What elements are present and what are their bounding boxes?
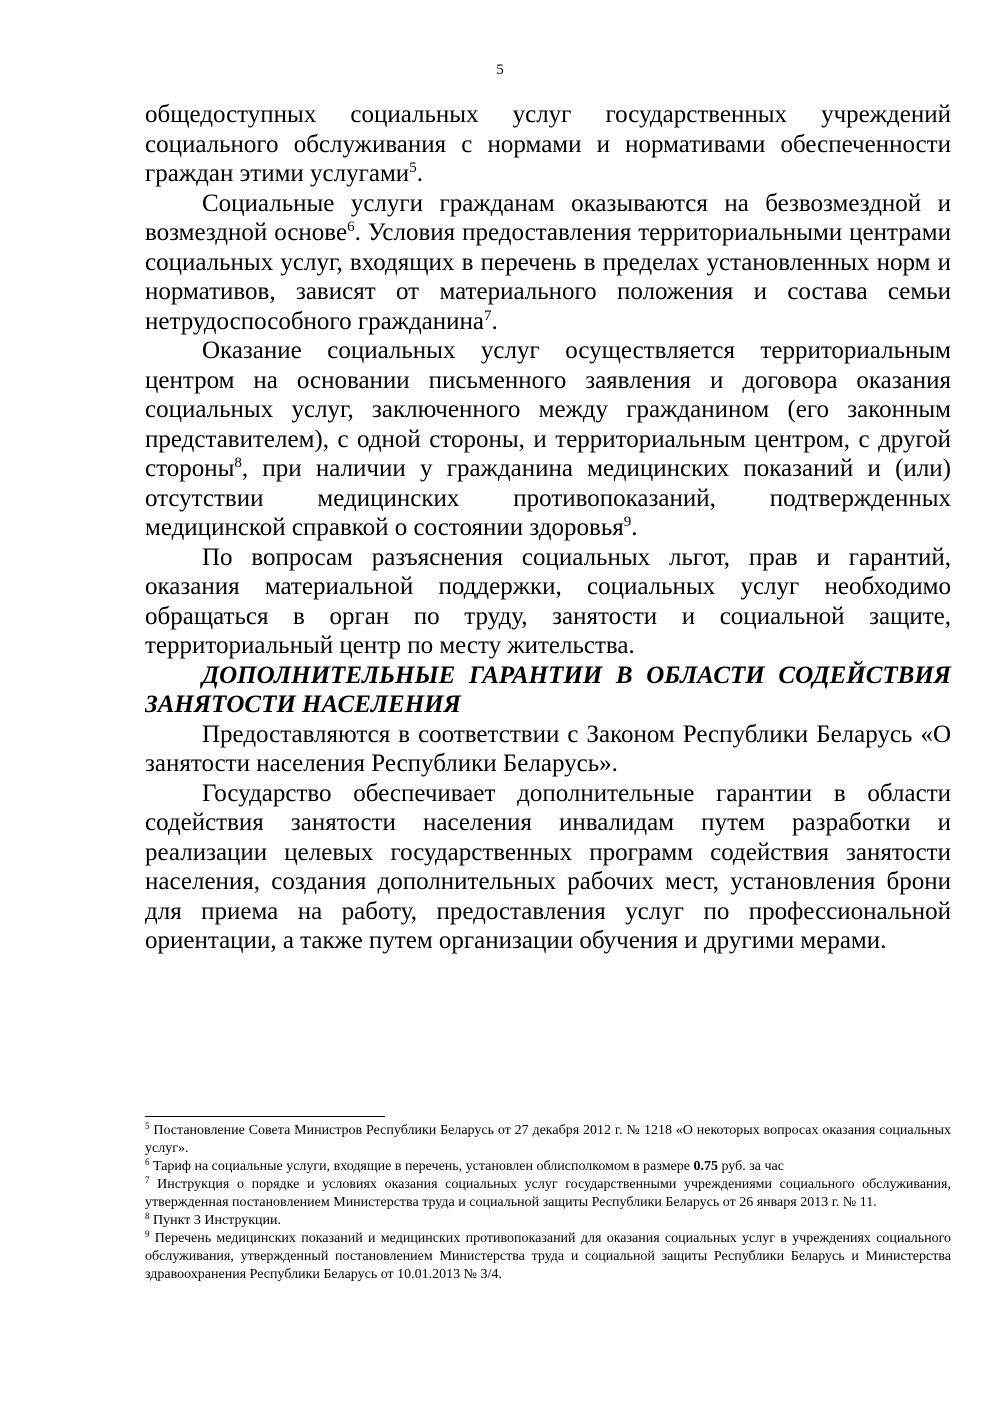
paragraph-1-tail: .	[416, 160, 423, 187]
footnote-text: Тариф на социальные услуги, входящие в перечень, установлен облисполкомом в размере	[149, 1159, 694, 1174]
footnote-number: 9	[145, 1229, 150, 1239]
document-body	[145, 100, 951, 956]
paragraph-4: По вопросам разъяснения социальных льгот, прав и гарантий, оказания материальной поддержки, социальных услуг необходимо обращаться в орган по труду, занятости и социальной защите, территориальный центр по месту жительства.	[145, 543, 951, 659]
footnote-8	[145, 1212, 951, 1230]
paragraph-3-text-a: Оказание социальных услуг осуществляется территориальным центром на основании письменного заявления и договора оказания социальных услуг, заключенного между гражданином (его законным представителем), с одной стороны, и территориальным центром, с другой стороны	[145, 337, 951, 482]
footnote-text-tail: руб. за час	[717, 1159, 784, 1174]
paragraph-1	[145, 100, 951, 189]
footnote-ref-5[interactable]: 5	[409, 160, 417, 176]
footnote-number: 8	[145, 1211, 150, 1221]
paragraph-2-tail: .	[491, 307, 498, 335]
page-number: 5	[496, 62, 504, 78]
footnote-separator	[145, 1116, 385, 1117]
tariff-value: 0.75	[693, 1159, 718, 1174]
footnote-7	[145, 1176, 951, 1212]
footnote-5	[145, 1122, 951, 1158]
footnote-text: Перечень медицинских показаний и медицинских противопоказаний для оказания социальных услуг в учреждениях социального обслуживания, утвержденный постановлением Министерства труда и социальной защиты Республики Беларусь и Министерства здравоохранения Республики Беларусь от 10.01.2013 № 3/4.	[145, 1231, 951, 1282]
paragraph-5: Предоставляются в соответствии с Законом Республики Беларусь «О занятости населения Республики Беларусь».	[145, 720, 951, 777]
paragraph-2	[145, 189, 951, 337]
paragraph-3-tail: .	[631, 514, 638, 541]
paragraph-1-text: общедоступных социальных услуг государственных учреждений социального обслуживания с нормами и нормативами обеспеченности граждан этими услугами	[145, 101, 951, 187]
paragraph-2-text-b: . Условия предоставления территориальными центрами социальных услуг, входящих в перечень в пределах установленных норм и нормативов, зависят от материального положения и состава семьи нетрудоспособного гражданина	[145, 219, 951, 335]
footnotes	[145, 1122, 951, 1284]
footnote-number: 7	[145, 1175, 150, 1185]
paragraph-6: Государство обеспечивает дополнительные гарантии в области содействия занятости населения инвалидам путем разработки и реализации целевых государственных программ содействия занятости населения, создания дополнительных рабочих мест, установления брони для приема на работу, предоставления услуг по профессиональной ориентации, а также путем организации обучения и другими мерами.	[145, 779, 951, 954]
footnote-ref-6[interactable]: 6	[347, 219, 355, 235]
paragraph-3	[145, 336, 951, 543]
footnote-number: 6	[145, 1157, 150, 1167]
footnote-ref-9[interactable]: 9	[623, 514, 632, 530]
footnote-6	[145, 1158, 951, 1176]
section-heading: ДОПОЛНИТЕЛЬНЫЕ ГАРАНТИИ В ОБЛАСТИ СОДЕЙСТВИЯ ЗАНЯТОСТИ НАСЕЛЕНИЯ	[145, 661, 951, 718]
footnote-9	[145, 1230, 951, 1284]
footnote-ref-7[interactable]: 7	[484, 307, 492, 324]
footnote-ref-8[interactable]: 8	[234, 455, 242, 471]
footnote-text: Постановление Совета Министров Республики Беларусь от 27 декабря 2012 г. № 1218 «О некоторых вопросах оказания социальных услуг».	[145, 1123, 951, 1156]
footnote-number: 5	[145, 1121, 150, 1131]
footnote-text: Инструкция о порядке и условиях оказания социальных услуг государственными учреждениями социального обслуживания, утвержденная постановлением Министерства труда и социальной защиты Республики Беларусь от 26 января 2013 г. № 11.	[145, 1177, 951, 1210]
paragraph-2-text-a: Социальные услуги гражданам оказываются на безвозмездной и возмездной основе	[145, 189, 951, 246]
paragraph-3-text-b: , при наличии у гражданина медицинских показаний и (или) отсутствии медицинских противопоказаний, подтвержденных медицинской справкой о состоянии здоровья	[145, 455, 951, 541]
footnote-text: Пункт 3 Инструкции.	[149, 1213, 282, 1228]
